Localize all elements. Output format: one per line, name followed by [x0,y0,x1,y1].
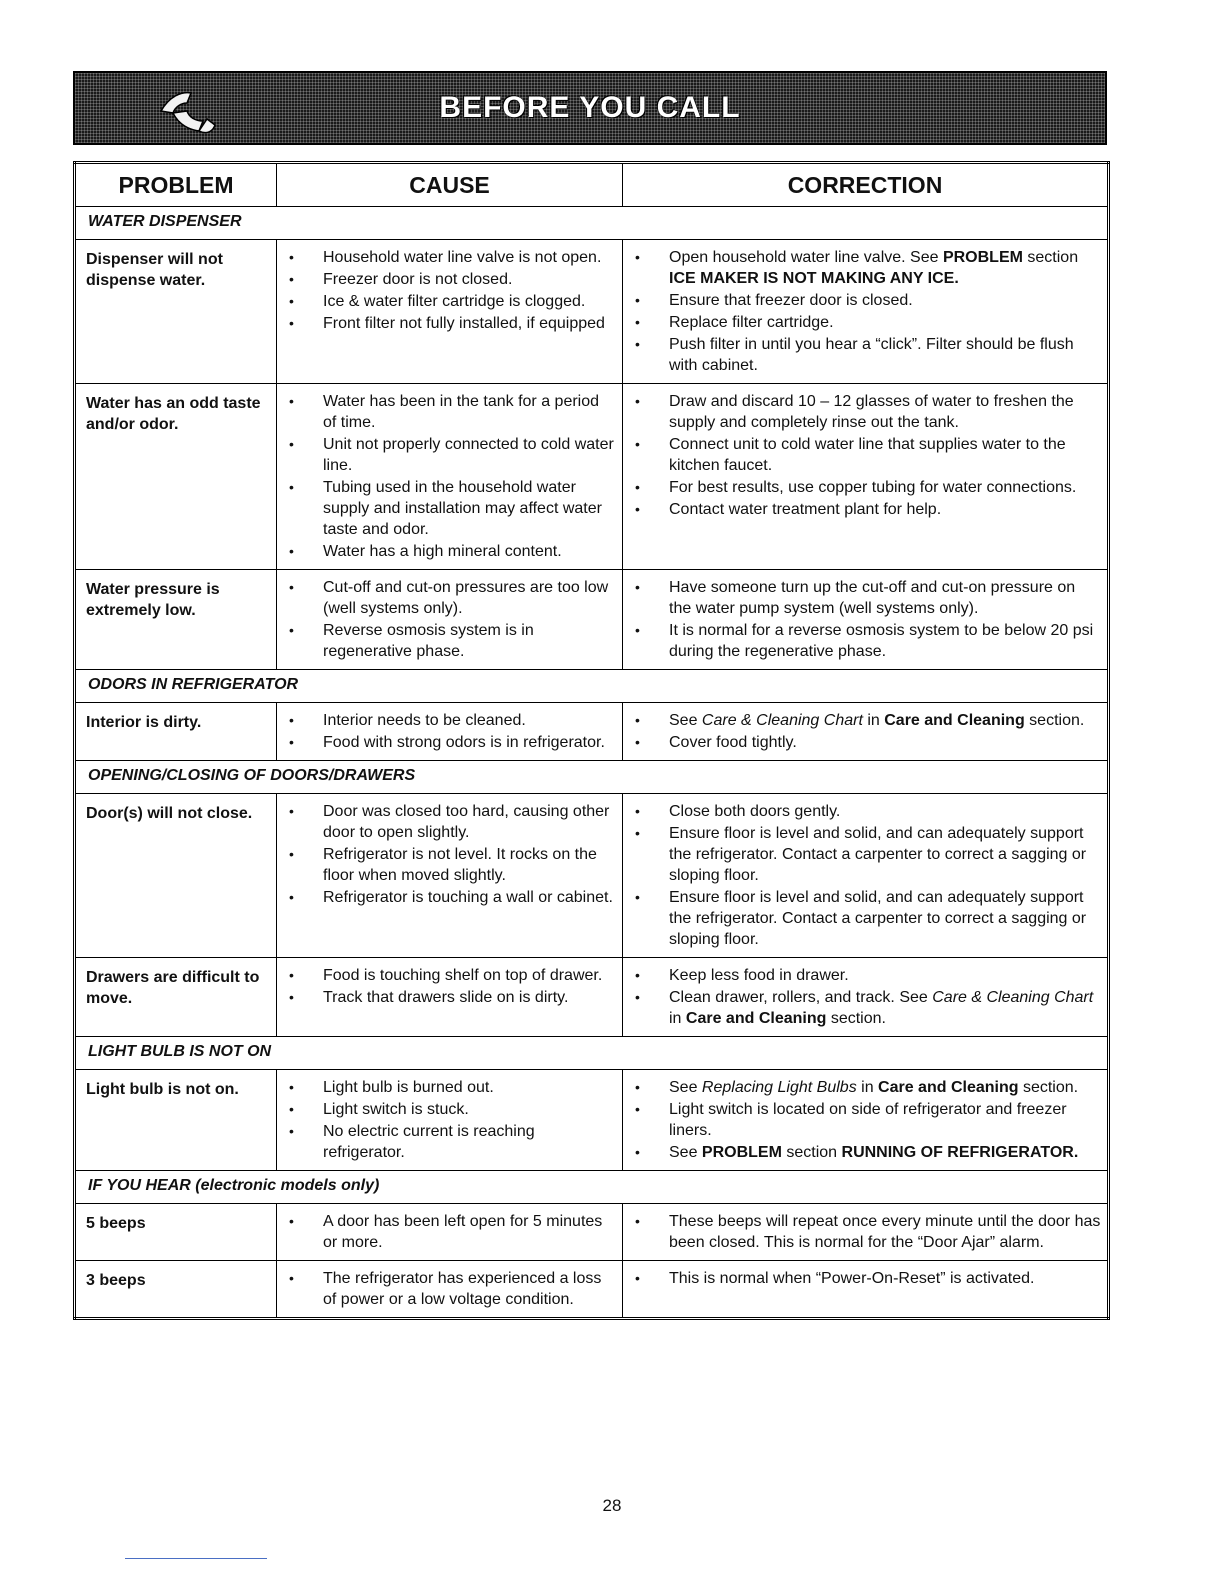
correction-item [623,620,1101,662]
column-header-correction: CORRECTION [623,163,1109,207]
cause-item: • Refrigerator is touching a wall or cabinet. [277,887,616,908]
correction-item [623,887,1101,950]
column-header-problem: PROBLEM [75,163,277,207]
problem-cell: Interior is dirty. [75,703,277,761]
correction-text: These beeps will repeat once every minute until the door has been closed. This is normal for the “Door Ajar” alarm. [669,1213,1101,1251]
section-title: ODORS IN REFRIGERATOR [75,670,1109,703]
correction-text: Draw and discard 10 – 12 glasses of water to freshen the supply and completely rinse out the tank. [669,393,1074,431]
correction-list [623,1077,1101,1163]
correction-item [623,987,1101,1029]
correction-cell [623,794,1109,958]
cause-item: • Unit not properly connected to cold water line. [277,434,616,476]
section-row [75,670,1109,703]
correction-bold-text: ICE MAKER IS NOT MAKING ANY ICE. [669,270,959,287]
cause-item: • Water has a high mineral content. [277,541,616,562]
correction-text: Keep less food in drawer. [669,967,849,984]
cause-list [277,710,616,753]
problem-cell: Water pressure is extremely low. [75,570,277,670]
cause-cell [277,570,623,670]
cause-list [277,247,616,334]
correction-list [623,801,1101,950]
section-title: WATER DISPENSER [75,207,1109,240]
correction-item [623,1211,1101,1253]
correction-text: Ensure floor is level and solid, and can adequately support the refrigerator. Contact a carpenter to correct a sagging or sloping floor. [669,889,1087,948]
cause-item: • Light bulb is burned out. [277,1077,616,1098]
correction-text: Have someone turn up the cut-off and cut-on pressure on the water pump system (well systems only). [669,579,1076,617]
correction-cell [623,1070,1109,1171]
correction-cell [623,958,1109,1037]
cause-item: • Track that drawers slide on is dirty. [277,987,616,1008]
section-row [75,1171,1109,1204]
cause-item: • Light switch is stuck. [277,1099,616,1120]
table-row [75,570,1109,670]
correction-item [623,577,1101,619]
correction-text: It is normal for a reverse osmosis system to be below 20 psi during the regenerative phase. [669,622,1094,660]
cause-list [277,577,616,662]
cause-item: • Front filter not fully installed, if equipped [277,313,616,334]
correction-text: Light switch is located on side of refrigerator and freezer liners. [669,1101,1067,1139]
correction-item [623,732,1101,753]
cause-cell [277,958,623,1037]
correction-text: See [669,712,702,729]
correction-item [623,965,1101,986]
page-number: 28 [602,1496,622,1515]
correction-text: See [669,1144,702,1161]
cause-item: • Tubing used in the household water supply and installation may affect water taste and odor. [277,477,616,540]
problem-cell: Water has an odd taste and/or odor. [75,384,277,570]
correction-cell [623,1261,1109,1319]
cause-item: • The refrigerator has experienced a loss of power or a low voltage condition. [277,1268,616,1310]
section-title: OPENING/CLOSING OF DOORS/DRAWERS [75,761,1109,794]
section-title: LIGHT BULB IS NOT ON [75,1037,1109,1070]
correction-text: See [669,1079,702,1096]
table-header-row [75,163,1109,207]
correction-item [623,710,1101,731]
cause-cell [277,1204,623,1261]
correction-list [623,577,1101,662]
correction-item [623,290,1101,311]
column-header-cause: CAUSE [277,163,623,207]
correction-item [623,391,1101,433]
correction-bold-text: PROBLEM [942,249,1023,266]
cause-list [277,801,616,908]
table-row [75,794,1109,958]
correction-text: in [856,1079,879,1096]
cause-item: • Refrigerator is not level. It rocks on the floor when moved slightly. [277,844,616,886]
correction-text: Close both doors gently. [669,803,841,820]
correction-bold-text: Care and Cleaning [878,1079,1019,1096]
correction-item [623,801,1101,822]
correction-cell [623,240,1109,384]
cause-cell [277,240,623,384]
cause-item: • Household water line valve is not open. [277,247,616,268]
problem-cell: Light bulb is not on. [75,1070,277,1171]
correction-text: Cover food tightly. [669,734,797,751]
page-title: BEFORE YOU CALL [439,91,741,124]
correction-bold-text: PROBLEM [701,1144,782,1161]
correction-text: section [1022,249,1079,266]
correction-italic-text: Care & Cleaning Chart [932,989,1094,1006]
cause-item: • Food with strong odors is in refrigerator. [277,732,616,753]
cause-cell [277,384,623,570]
correction-item [623,823,1101,886]
correction-item [623,247,1101,289]
correction-item [623,477,1101,498]
correction-cell [623,703,1109,761]
correction-text: section. [1024,712,1085,729]
correction-text: Connect unit to cold water line that supplies water to the kitchen faucet. [669,436,1066,474]
correction-italic-text: Replacing Light Bulbs [701,1079,857,1096]
table-row [75,958,1109,1037]
cause-item: • Door was closed too hard, causing other door to open slightly. [277,801,616,843]
correction-text: Ensure that freezer door is closed. [669,292,913,309]
correction-cell [623,1204,1109,1261]
correction-text: Open household water line valve. See [669,249,943,266]
correction-text: in [862,712,885,729]
correction-text: Replace filter cartridge. [669,314,834,331]
table-row [75,1070,1109,1171]
section-title: IF YOU HEAR (electronic models only) [75,1171,1109,1204]
cause-cell [277,1261,623,1319]
correction-text: in [669,1010,686,1027]
problem-cell: 5 beeps [75,1204,277,1261]
table-row [75,703,1109,761]
correction-bold-text: Care and Cleaning [884,712,1025,729]
correction-text: section. [826,1010,886,1027]
section-row [75,207,1109,240]
correction-item [623,1077,1101,1098]
correction-bold-text: Care and Cleaning [685,1010,827,1027]
correction-item [623,1268,1101,1289]
cause-item: • No electric current is reaching refrigerator. [277,1121,616,1163]
correction-item [623,1099,1101,1141]
correction-text: section. [1018,1079,1079,1096]
correction-text: Clean drawer, rollers, and track. See [669,989,933,1006]
footer-rule [125,1558,267,1559]
problem-cell: Door(s) will not close. [75,794,277,958]
cause-item: • Water has been in the tank for a period of time. [277,391,616,433]
table-row [75,240,1109,384]
troubleshooting-table [73,161,1110,1320]
table-body [75,207,1109,1319]
correction-list [623,391,1101,520]
cause-list [277,1077,616,1163]
correction-cell [623,384,1109,570]
correction-text: section [781,1144,842,1161]
section-row [75,761,1109,794]
correction-text: Contact water treatment plant for help. [669,501,942,518]
correction-list [623,965,1101,1029]
cause-list [277,1268,616,1310]
section-row [75,1037,1109,1070]
correction-text: Ensure floor is level and solid, and can adequately support the refrigerator. Contact a carpenter to correct a sagging or sloping floor. [669,825,1087,884]
cause-item: • Reverse osmosis system is in regenerative phase. [277,620,616,662]
cause-item: • Food is touching shelf on top of drawer. [277,965,616,986]
correction-item [623,1142,1101,1163]
correction-list [623,247,1101,376]
cause-list [277,1211,616,1253]
cause-list [277,965,616,1008]
correction-list [623,710,1101,753]
problem-cell: 3 beeps [75,1261,277,1319]
correction-bold-text: RUNNING OF REFRIGERATOR. [841,1144,1079,1161]
cause-item: • Interior needs to be cleaned. [277,710,616,731]
correction-item [623,312,1101,333]
cause-item: • Cut-off and cut-on pressures are too low (well systems only). [277,577,616,619]
cause-item: • Freezer door is not closed. [277,269,616,290]
problem-cell: Dispenser will not dispense water. [75,240,277,384]
correction-item [623,434,1101,476]
correction-list [623,1268,1101,1289]
correction-text: This is normal when “Power-On-Reset” is activated. [669,1270,1035,1287]
correction-item [623,334,1101,376]
correction-text: For best results, use copper tubing for water connections. [669,479,1077,496]
cause-cell [277,703,623,761]
correction-list [623,1211,1101,1253]
cause-cell [277,794,623,958]
problem-cell: Drawers are difficult to move. [75,958,277,1037]
correction-item [623,499,1101,520]
header-banner [73,71,1107,145]
cause-list [277,391,616,562]
table-row [75,384,1109,570]
cause-item: • Ice & water filter cartridge is clogged. [277,291,616,312]
table-row [75,1204,1109,1261]
cause-item: • A door has been left open for 5 minutes or more. [277,1211,616,1253]
correction-italic-text: Care & Cleaning Chart [701,712,863,729]
table-row [75,1261,1109,1319]
cause-cell [277,1070,623,1171]
correction-cell [623,570,1109,670]
correction-text: Push filter in until you hear a “click”. Filter should be flush with cabinet. [669,336,1074,374]
